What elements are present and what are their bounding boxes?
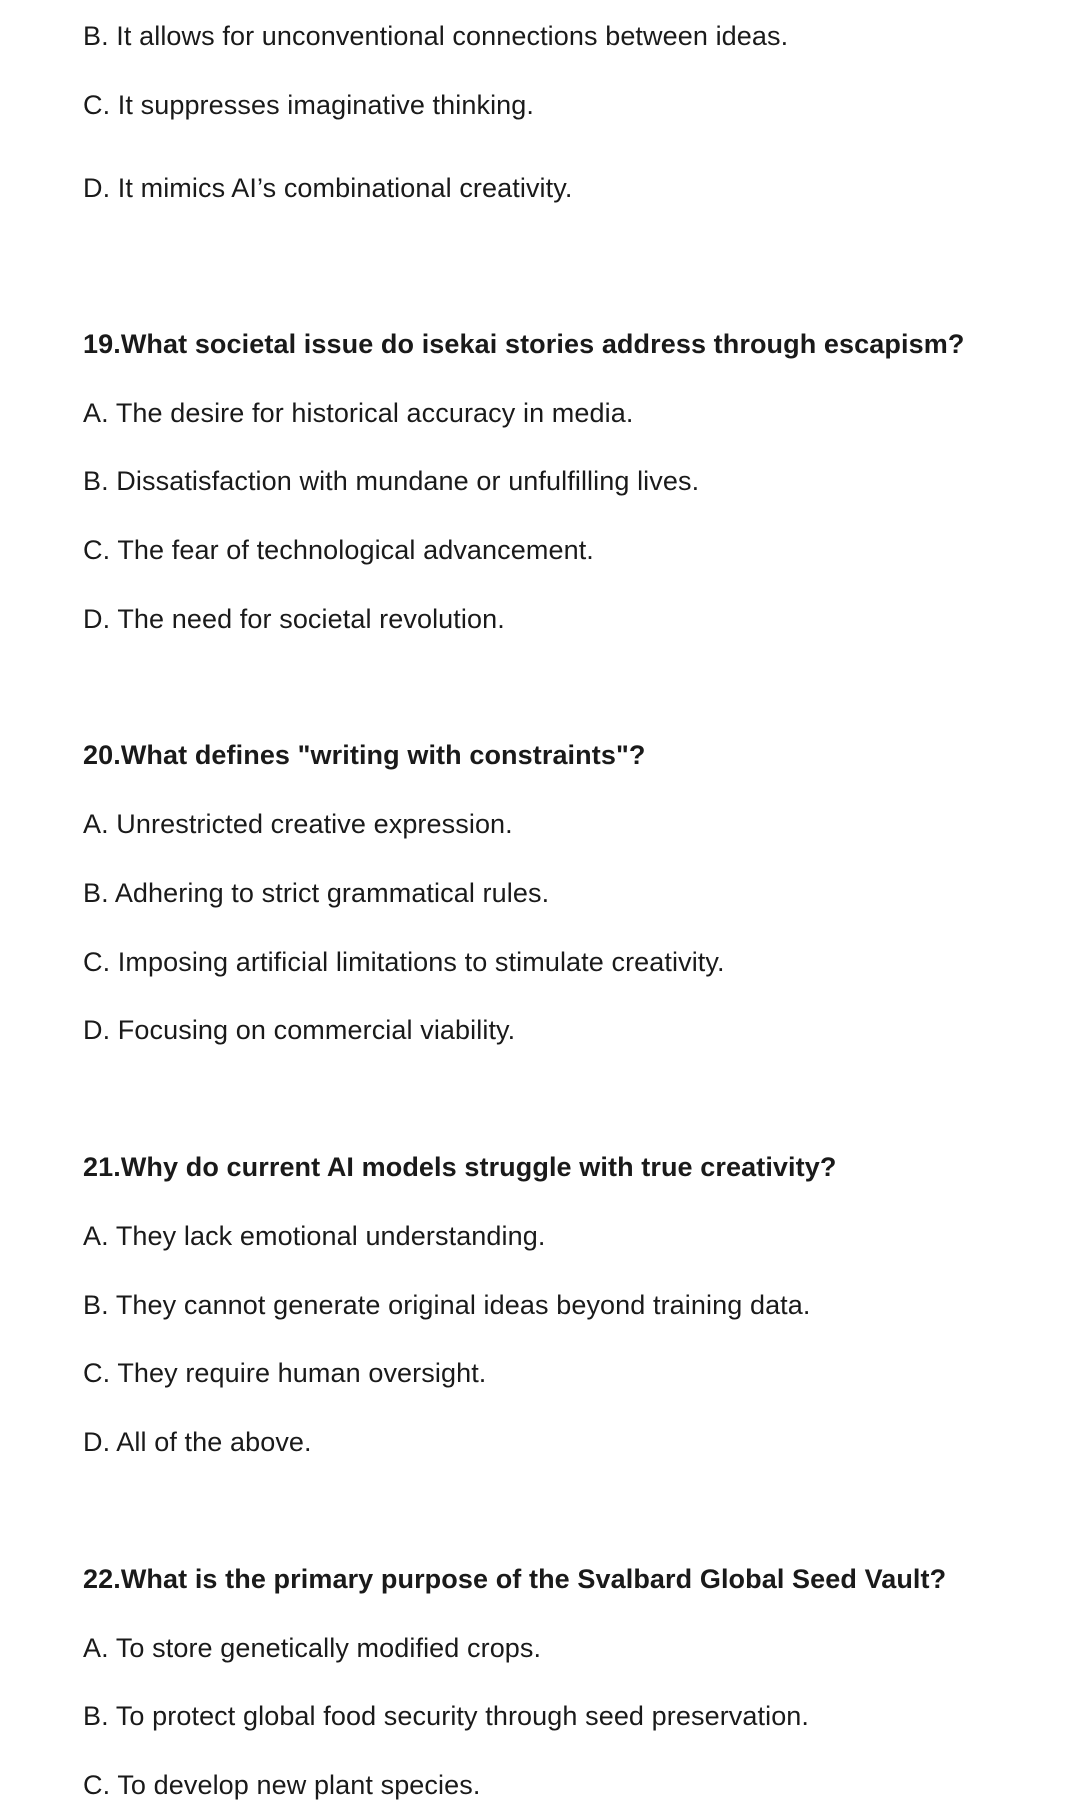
question-20-option-b: B. Adhering to strict grammatical rules.: [83, 878, 550, 908]
question-19-option-a: A. The desire for historical accuracy in media.: [83, 398, 634, 428]
question-19-option-b: B. Dissatisfaction with mundane or unfulfilling lives.: [83, 466, 700, 496]
question-21-option-c: C. They require human oversight.: [83, 1358, 487, 1388]
question-20-option-a: A. Unrestricted creative expression.: [83, 809, 513, 839]
question-19: 19.What societal issue do isekai stories address through escapism?: [83, 329, 965, 359]
question-22-option-c: C. To develop new plant species.: [83, 1770, 481, 1800]
option-b: B. It allows for unconventional connections between ideas.: [83, 21, 789, 51]
option-d: D. It mimics AI’s combinational creativity.: [83, 173, 573, 203]
question-21-option-a: A. They lack emotional understanding.: [83, 1221, 546, 1251]
option-c: C. It suppresses imaginative thinking.: [83, 90, 535, 120]
question-22-option-a: A. To store genetically modified crops.: [83, 1633, 542, 1663]
question-21: 21.Why do current AI models struggle with true creativity?: [83, 1152, 837, 1182]
question-20-option-c: C. Imposing artificial limitations to stimulate creativity.: [83, 947, 725, 977]
question-22: 22.What is the primary purpose of the Svalbard Global Seed Vault?: [83, 1564, 947, 1594]
question-19-option-d: D. The need for societal revolution.: [83, 604, 505, 634]
question-22-option-b: B. To protect global food security through seed preservation.: [83, 1701, 810, 1731]
question-20: 20.What defines "writing with constraints"?: [83, 740, 646, 770]
question-19-option-c: C. The fear of technological advancement.: [83, 535, 594, 565]
question-20-option-d: D. Focusing on commercial viability.: [83, 1015, 516, 1045]
question-21-option-b: B. They cannot generate original ideas beyond training data.: [83, 1290, 811, 1320]
question-21-option-d: D. All of the above.: [83, 1427, 312, 1457]
